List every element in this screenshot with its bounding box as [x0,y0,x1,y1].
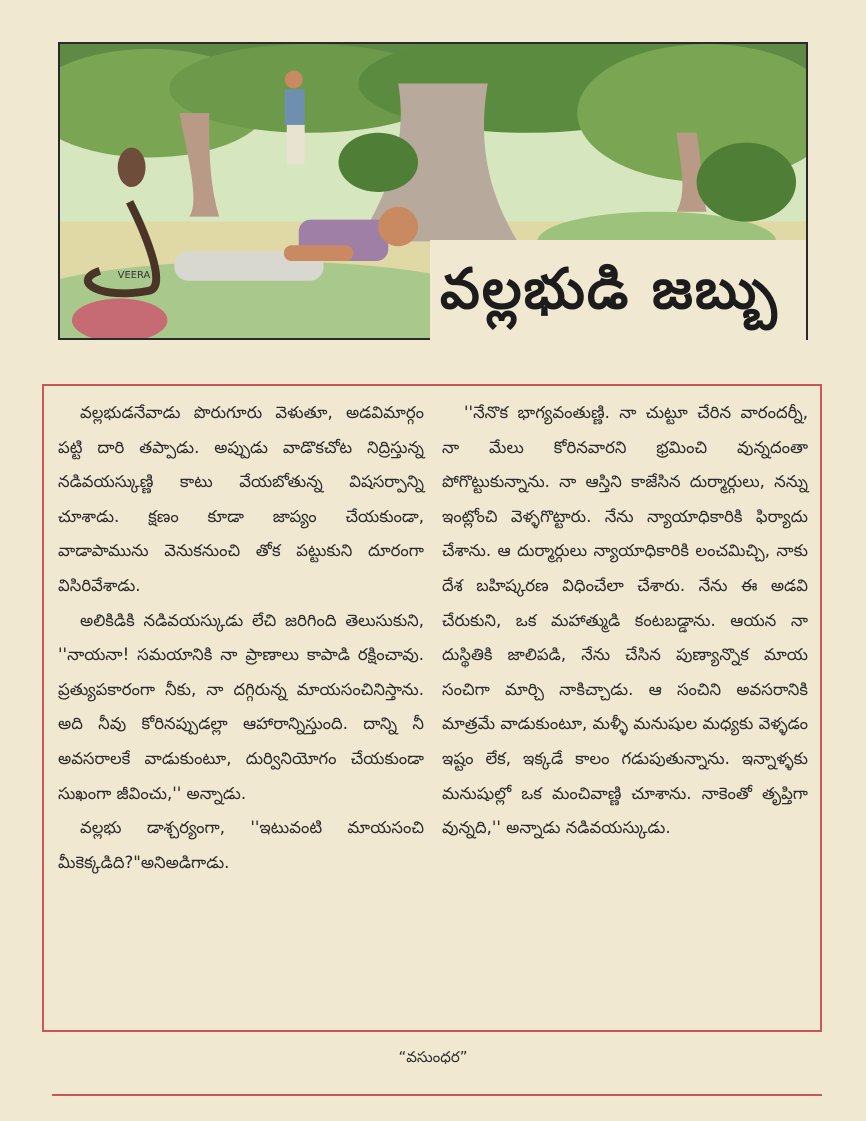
story-title: వల్లభుడి జబ్బు [440,257,779,322]
artist-signature: VEERA [117,269,151,281]
left-column [58,396,424,1024]
paragraph: వల్లభు డాశ్చర్యంగా, ''ఇటువంటి మాయసంచి మీకెక్కడిది?"అనిఅడిగాడు. [58,818,424,872]
bottom-rule [52,1094,822,1096]
paragraph: అలికిడికి నడివయస్కుడు లేచి జరిగింది తెలుసుకుని, ''నాయనా! సమయానికి నా ప్రాణాలు కాపాడి రక్షించావు. ప్రత్యుపకారంగా నీకు, నా దగ్గిరున్న మాయసంచినిస్తాను. అది నీవు కోరినప్పుడల్లా ఆహారాన్నిస్తుంది. దాన్ని నీ అవసరాలకే వాడుకుంటూ, దుర్వినియోగం చేయకుండా సుఖంగా జీవించు,'' అన్నాడు. [58,610,424,803]
right-column [442,396,808,1024]
author-credit: “వసుంధర” [398,1048,468,1066]
paragraph: ''నేనొక భాగ్యవంతుణ్ణి. నా చుట్టూ చేరిన వారందర్నీ, నా మేలు కోరినవారని భ్రమించి వున్నదంతా పోగొట్టుకున్నాను. నా ఆస్తిని కాజేసిన దుర్మార్గులు, నన్ను ఇంట్లోంచి వెళ్ళగొట్టారు. నేను న్యాయాధికారికి ఫిర్యాదు చేశాను. ఆ దుర్మార్గులు న్యాయాధికారికి లంచమిచ్చి, నాకు దేశ బహిష్కరణ విధించేలా చేశారు. నేను ఈ అడవి చేరుకుని, ఒక మహాత్ముడి కంటబడ్డాను. ఆయన నా దుస్థితికి జాలిపడి, నేను చేసిన పుణ్యాన్నొక మాయ సంచిగా మార్చి నాకిచ్చాడు. ఆ సంచిని అవసరానికి మాత్రమే వాడుకుంటూ, మళ్ళీ మనుషుల మధ్యకు వెళ్ళడం ఇష్టం లేక, ఇక్కడే కాలం గడుపుతున్నాను. ఇన్నాళ్ళకు మనుషుల్లో ఒక మంచివాణ్ణి చూశాను. నాకెంతో తృప్తిగా వున్నది,'' అన్నాడు నడివయస్కుడు. [442,403,808,838]
paragraph: వల్లభుడనేవాడు పొరుగూరు వెళుతూ, అడవిమార్గం పట్టి దారి తప్పాడు. అప్పుడు వాడొకచోట నిద్రిస్తున్న నడివయస్కుణ్ణి కాటు వేయబోతున్న విషసర్పాన్ని చూశాడు. క్షణం కూడా జాప్యం చేయకుండా, వాడాపామును వెనుకనుంచి తోక పట్టుకుని దూరంగా విసిరివేశాడు. [58,403,424,595]
story-text-frame [42,384,822,1032]
